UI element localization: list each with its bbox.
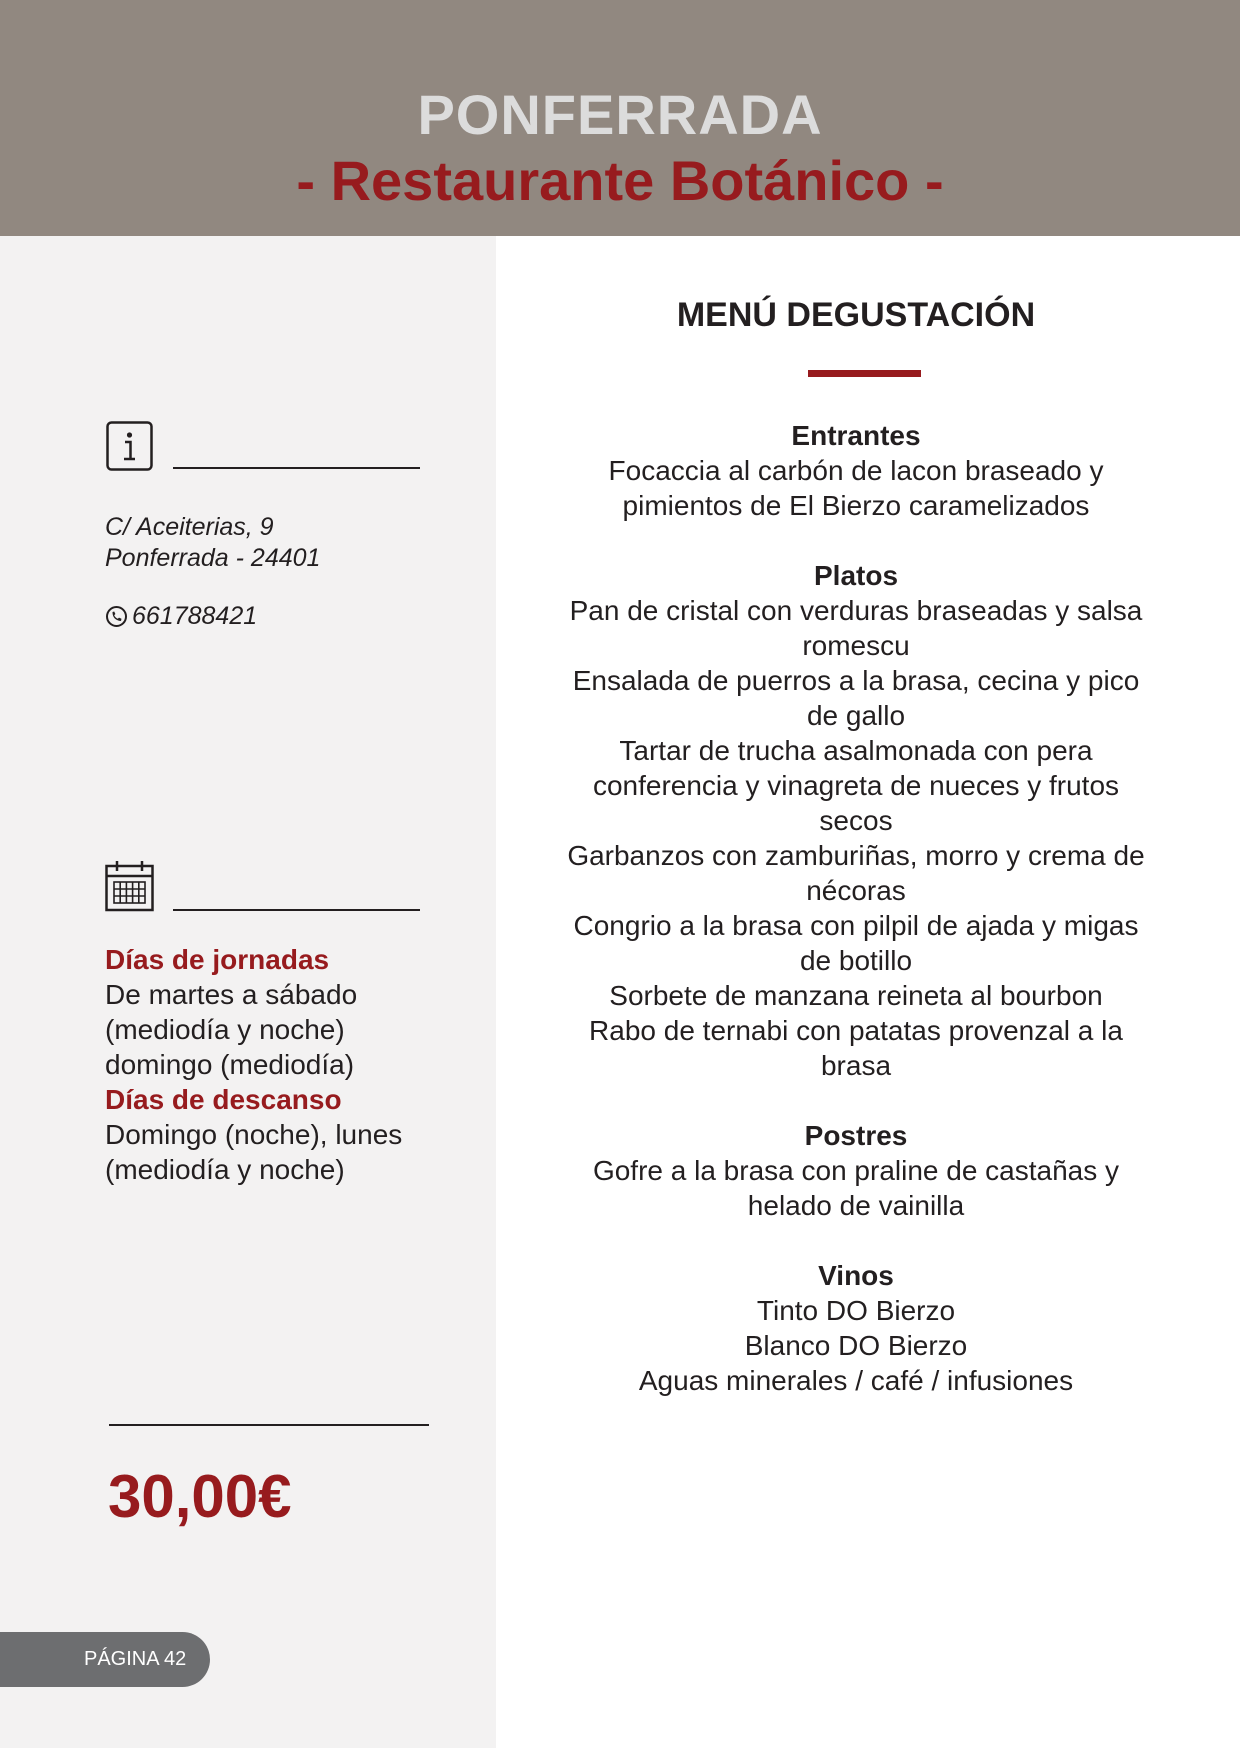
menu-section-platos — [556, 558, 1156, 1083]
schedule-divider — [173, 909, 420, 911]
menu-section-entrantes — [556, 418, 1156, 523]
phone-number[interactable] — [105, 602, 257, 631]
price-divider — [109, 1424, 429, 1426]
address-street: C/ Aceiterias, 9 — [105, 513, 274, 541]
menu-list — [556, 418, 1156, 1433]
dish-line: de botillo — [799, 945, 913, 976]
section-title: Postres — [804, 1120, 908, 1151]
section-title: Platos — [813, 560, 899, 591]
phone-icon — [105, 605, 128, 628]
dish-line: de gallo — [806, 700, 906, 731]
dish-line: Ensalada de puerros a la brasa, cecina y pico — [572, 665, 1140, 696]
dish-line: Rabo de ternabi con patatas provenzal a la — [589, 1015, 1123, 1046]
address — [105, 512, 465, 574]
dish-line: Garbanzos con zamburiñas, morro y crema de — [567, 840, 1145, 871]
menu-section-vinos — [556, 1258, 1156, 1398]
dish-line: secos — [819, 805, 893, 836]
menu-price: 30,00€ — [108, 1463, 292, 1530]
menu-title: MENÚ DEGUSTACIÓN — [676, 296, 1036, 334]
page-header — [0, 0, 1240, 236]
service-days-line: De martes a sábado — [105, 979, 358, 1010]
dish-line: Blanco DO Bierzo — [744, 1330, 968, 1361]
dish-line: Pan de cristal con verduras braseadas y salsa — [569, 595, 1143, 626]
menu-section-postres — [556, 1118, 1156, 1223]
service-days-label: Días de jornadas — [105, 944, 330, 975]
phone-text: 661788421 — [132, 602, 258, 630]
rest-days-line: (mediodía y noche) — [105, 1154, 345, 1185]
dish-line: Focaccia al carbón de lacon braseado y — [608, 455, 1104, 486]
rest-days-label: Días de descanso — [105, 1084, 342, 1115]
calendar-icon — [105, 860, 154, 912]
dish-line: pimientos de El Bierzo caramelizados — [622, 490, 1090, 521]
dish-line: helado de vainilla — [747, 1190, 965, 1221]
page-number: PÁGINA 42 — [0, 1632, 210, 1687]
service-days-line: domingo (mediodía) — [105, 1049, 355, 1080]
dish-line: nécoras — [806, 875, 906, 906]
rest-days-line: Domingo (noche), lunes — [105, 1119, 403, 1150]
dish-line: conferencia y vinagreta de nueces y frutos — [592, 770, 1120, 801]
dish-line: romescu — [802, 630, 910, 661]
restaurant-title: - Restaurante Botánico - — [296, 149, 944, 212]
city-title: PONFERRADA — [417, 83, 823, 146]
info-divider — [173, 467, 420, 469]
dish-line: Gofre a la brasa con praline de castañas y — [592, 1155, 1120, 1186]
dish-line: Tinto DO Bierzo — [756, 1295, 956, 1326]
section-title: Vinos — [818, 1260, 894, 1291]
dish-line: Aguas minerales / café / infusiones — [638, 1365, 1074, 1396]
address-city: Ponferrada - 24401 — [105, 544, 321, 572]
title-accent-bar — [808, 370, 921, 377]
dish-line: Congrio a la brasa con pilpil de ajada y migas — [573, 910, 1139, 941]
dish-line: Sorbete de manzana reineta al bourbon — [609, 980, 1103, 1011]
schedule — [105, 942, 485, 1187]
service-days-line: (mediodía y noche) — [105, 1014, 345, 1045]
dish-line: Tartar de trucha asalmonada con pera — [619, 735, 1093, 766]
section-title: Entrantes — [791, 420, 921, 451]
dish-line: brasa — [820, 1050, 892, 1081]
info-icon — [106, 421, 153, 471]
